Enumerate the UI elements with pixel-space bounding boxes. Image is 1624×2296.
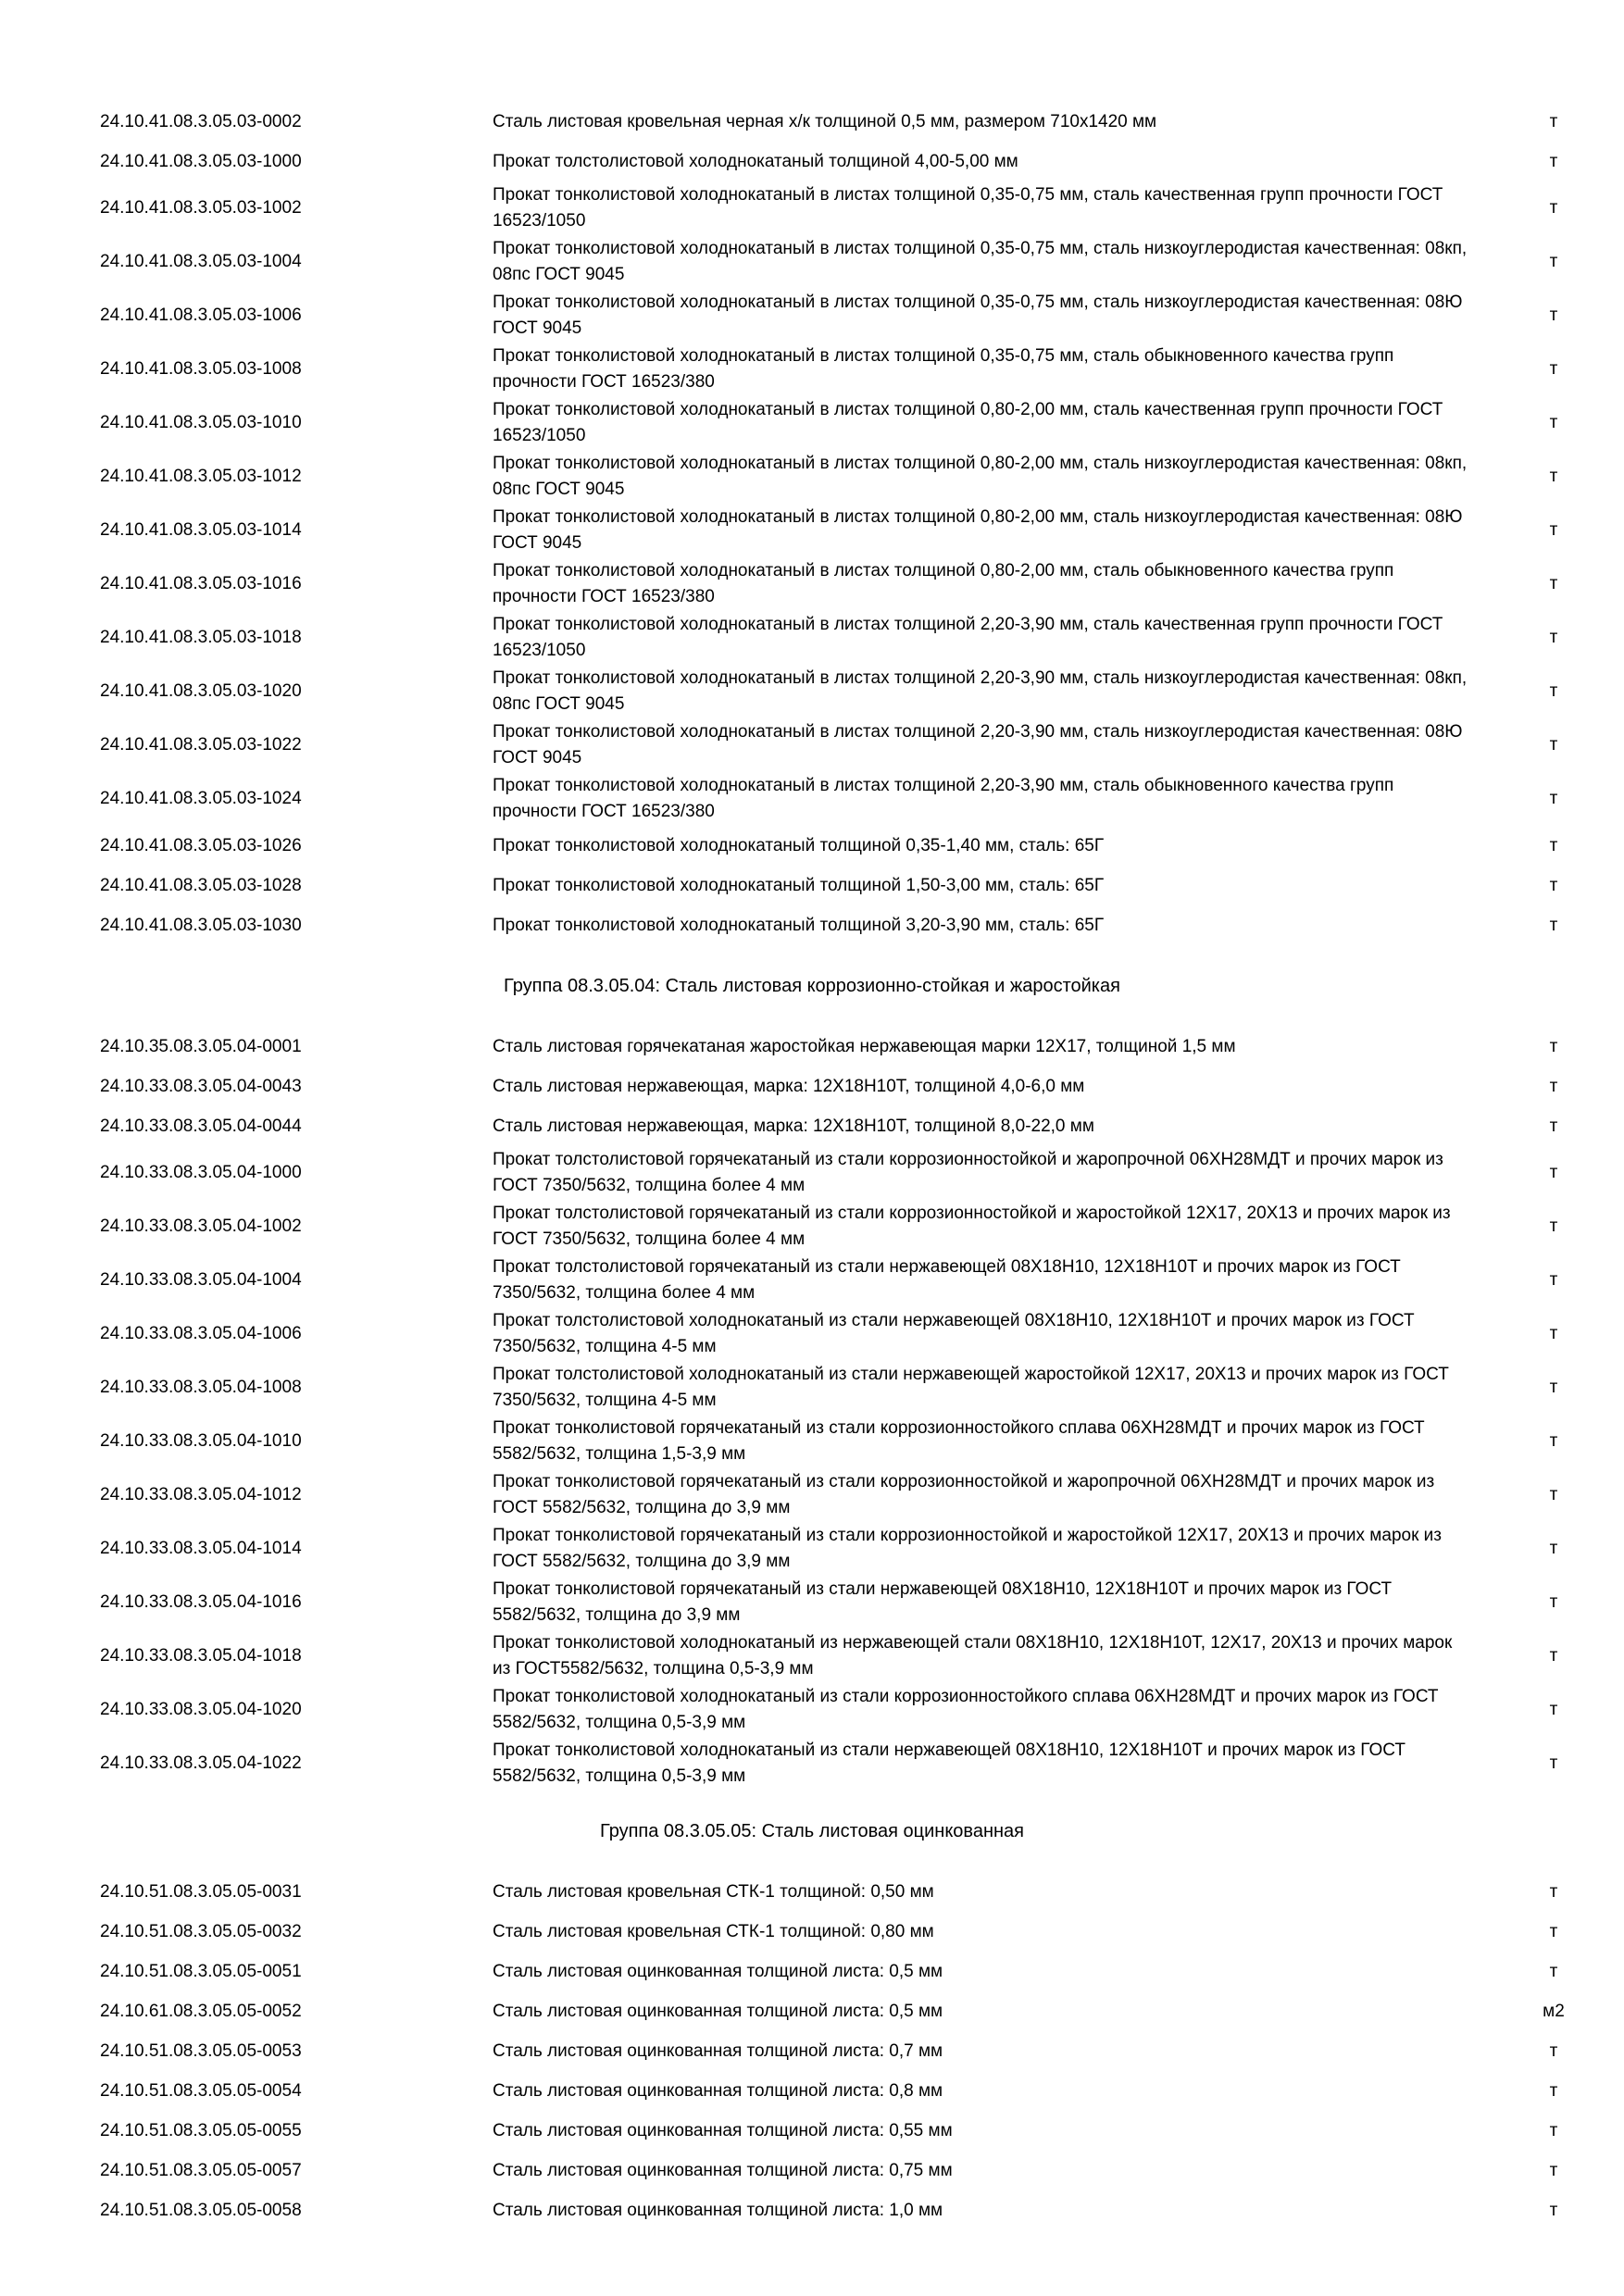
table-row: [0, 2071, 1624, 2111]
resource-name: Прокат тонколистовой горячекатаный из стали коррозионностойкого сплава 06ХН28МДТ и прочих марок из ГОСТ 5582/5632, толщина 1,5-3,9 мм: [493, 1418, 1425, 1464]
unit-of-measure: т: [1549, 111, 1558, 131]
unit-of-measure: т: [1549, 1881, 1558, 1902]
resource-name: Сталь листовая нержавеющая, марка: 12Х18Н10Т, толщиной 4,0-6,0 мм: [493, 1076, 1085, 1096]
resource-code: 24.10.41.08.3.05.03-1030: [100, 915, 302, 935]
resource-name: Прокат тонколистовой холоднокатаный в листах толщиной 2,20-3,90 мм, сталь низкоуглеродистая качественная: 08кп, 08пс ГОСТ 9045: [493, 668, 1468, 714]
resource-name: Прокат толстолистовой холоднокатаный толщиной 4,00-5,00 мм: [493, 151, 1018, 171]
table-row: [0, 1912, 1624, 1952]
resource-name: Сталь листовая оцинкованная толщиной листа: 0,5 мм: [493, 2001, 943, 2021]
resource-name: Прокат тонколистовой холоднокатаный из стали коррозионностойкого сплава 06ХН28МДТ и прочих марок из ГОСТ 5582/5632, толщина 0,5-3,9 мм: [493, 1687, 1439, 1732]
resource-code: 24.10.61.08.3.05.05-0052: [100, 2001, 302, 2021]
unit-of-measure: т: [1549, 1217, 1558, 1236]
resource-name: Прокат тонколистовой холоднокатаный толщиной 3,20-3,90 мм, сталь: 65Г: [493, 915, 1105, 935]
resource-code: 24.10.51.08.3.05.05-0031: [100, 1881, 302, 1902]
table-row: [0, 1200, 1624, 1254]
resource-code: 24.10.41.08.3.05.03-1002: [100, 198, 302, 218]
table-row: [0, 396, 1624, 450]
unit-of-measure: т: [1549, 1116, 1558, 1136]
resource-code: 24.10.33.08.3.05.04-1014: [100, 1539, 302, 1558]
resource-name: Сталь листовая кровельная СТК-1 толщиной: 0,80 мм: [493, 1921, 934, 1941]
resource-code: 24.10.41.08.3.05.03-1008: [100, 359, 302, 379]
resource-name: Прокат тонколистовой холоднокатаный в листах толщиной 0,80-2,00 мм, сталь обыкновенного качества групп прочности ГОСТ 16523/380: [493, 561, 1394, 606]
resource-name: Сталь листовая кровельная черная х/к толщиной 0,5 мм, размером 710х1420 мм: [493, 111, 1157, 131]
resource-name: Прокат тонколистовой холоднокатаный в листах толщиной 0,80-2,00 мм, сталь качественная групп прочности ГОСТ 16523/1050: [493, 400, 1443, 445]
resource-code: 24.10.51.08.3.05.05-0053: [100, 2040, 302, 2061]
resource-code: 24.10.41.08.3.05.03-1018: [100, 628, 302, 647]
unit-of-measure: т: [1549, 1485, 1558, 1504]
resource-code: 24.10.33.08.3.05.04-1002: [100, 1217, 302, 1236]
unit-of-measure: т: [1549, 2160, 1558, 2180]
resource-name: Сталь листовая оцинкованная толщиной листа: 0,55 мм: [493, 2120, 953, 2140]
unit-of-measure: м2: [1543, 2001, 1565, 2021]
resource-code: 24.10.41.08.3.05.03-1014: [100, 520, 302, 540]
resource-name: Прокат тонколистовой холоднокатаный в листах толщиной 2,20-3,90 мм, сталь низкоуглеродистая качественная: 08Ю ГОСТ 9045: [493, 722, 1463, 767]
unit-of-measure: т: [1549, 306, 1558, 325]
unit-of-measure: т: [1549, 1592, 1558, 1612]
resource-code: 24.10.33.08.3.05.04-1016: [100, 1592, 302, 1612]
resource-name: Прокат тонколистовой холоднокатаный толщиной 1,50-3,00 мм, сталь: 65Г: [493, 875, 1105, 895]
table-row: [0, 611, 1624, 665]
resource-name: Прокат тонколистовой холоднокатаный толщиной 0,35-1,40 мм, сталь: 65Г: [493, 835, 1105, 855]
resource-name: Прокат тонколистовой холоднокатаный в листах толщиной 0,80-2,00 мм, сталь низкоуглеродистая качественная: 08Ю ГОСТ 9045: [493, 507, 1463, 553]
unit-of-measure: т: [1549, 520, 1558, 540]
group-title: Группа 08.3.05.05: Сталь листовая оцинкованная: [599, 1821, 1024, 1841]
table-row: [0, 343, 1624, 396]
unit-of-measure: т: [1549, 2080, 1558, 2101]
resource-name: Прокат толстолистовой холоднокатаный из стали нержавеющей жаростойкой 12Х17, 20Х13 и прочих марок из ГОСТ 7350/5632, толщина 4-5 мм: [493, 1365, 1449, 1410]
resource-code: 24.10.51.08.3.05.05-0054: [100, 2080, 302, 2101]
resource-code: 24.10.41.08.3.05.03-1026: [100, 835, 302, 855]
resource-name: Прокат толстолистовой холоднокатаный из стали нержавеющей 08Х18Н10, 12Х18Н10Т и прочих марок из ГОСТ 7350/5632, толщина 4-5 мм: [493, 1311, 1415, 1356]
unit-of-measure: т: [1549, 467, 1558, 486]
resource-name: Сталь листовая горячекатаная жаростойкая нержавеющая марки 12Х17, толщиной 1,5 мм: [493, 1036, 1236, 1056]
resource-name: Прокат тонколистовой холоднокатаный из нержавеющей стали 08Х18Н10, 12Х18Н10Т, 12Х17, 20Х13 и прочих марок из ГОСТ5582/5632, толщина 0,5-3,9 мм: [493, 1633, 1453, 1678]
unit-of-measure: т: [1549, 2200, 1558, 2220]
unit-of-measure: т: [1549, 574, 1558, 593]
resource-name: Сталь листовая оцинкованная толщиной листа: 0,5 мм: [493, 1961, 943, 1981]
table-row: [0, 1067, 1624, 1106]
table-row: [0, 866, 1624, 905]
resource-code: 24.10.41.08.3.05.03-1000: [100, 151, 302, 171]
resource-name: Прокат тонколистовой холоднокатаный в листах толщиной 0,35-0,75 мм, сталь качественная групп прочности ГОСТ 16523/1050: [493, 185, 1443, 231]
resource-code: 24.10.41.08.3.05.03-0002: [100, 111, 302, 131]
resource-name: Сталь листовая оцинкованная толщиной листа: 1,0 мм: [493, 2200, 943, 2220]
resource-code: 24.10.51.08.3.05.05-0058: [100, 2200, 302, 2220]
resource-name: Прокат тонколистовой холоднокатаный в листах толщиной 0,35-0,75 мм, сталь низкоуглеродистая качественная: 08Ю ГОСТ 9045: [493, 293, 1463, 338]
document-page: [0, 102, 1624, 2230]
table-row: [0, 826, 1624, 866]
resource-code: 24.10.51.08.3.05.05-0032: [100, 1921, 302, 1941]
group-header: [0, 1791, 1624, 1872]
resource-name: Прокат толстолистовой горячекатаный из стали коррозионностойкой и жаропрочной 06ХН28МДТ и прочих марок из ГОСТ 7350/5632, толщина более 4 мм: [493, 1150, 1443, 1195]
resource-code: 24.10.33.08.3.05.04-0043: [100, 1076, 302, 1096]
unit-of-measure: т: [1549, 875, 1558, 895]
unit-of-measure: т: [1549, 915, 1558, 935]
resource-code: 24.10.41.08.3.05.03-1016: [100, 574, 302, 593]
unit-of-measure: т: [1549, 198, 1558, 218]
resource-code: 24.10.33.08.3.05.04-1004: [100, 1270, 302, 1290]
unit-of-measure: т: [1549, 2120, 1558, 2140]
table-row: [0, 1307, 1624, 1361]
resource-code: 24.10.33.08.3.05.04-1006: [100, 1324, 302, 1343]
table-row: [0, 1629, 1624, 1683]
unit-of-measure: т: [1549, 1921, 1558, 1941]
resource-code: 24.10.35.08.3.05.04-0001: [100, 1036, 302, 1056]
resource-code: 24.10.51.08.3.05.05-0057: [100, 2160, 302, 2180]
table-row: [0, 1106, 1624, 1146]
table-row: [0, 1027, 1624, 1067]
unit-of-measure: т: [1549, 735, 1558, 755]
group-title: Группа 08.3.05.04: Сталь листовая коррозионно-стойкая и жаростойкая: [504, 976, 1120, 996]
resource-code: 24.10.51.08.3.05.05-0055: [100, 2120, 302, 2140]
resource-code: 24.10.33.08.3.05.04-1018: [100, 1646, 302, 1666]
resource-name: Прокат тонколистовой холоднокатаный в листах толщиной 2,20-3,90 мм, сталь качественная групп прочности ГОСТ 16523/1050: [493, 615, 1443, 660]
table-row: [0, 181, 1624, 235]
resource-code: 24.10.41.08.3.05.03-1024: [100, 789, 302, 808]
table-row: [0, 102, 1624, 142]
unit-of-measure: т: [1549, 835, 1558, 855]
unit-of-measure: т: [1549, 681, 1558, 701]
unit-of-measure: т: [1549, 252, 1558, 271]
table-row: [0, 718, 1624, 772]
resource-name: Прокат тонколистовой горячекатаный из стали коррозионностойкой и жаростойкой 12Х17, 20Х13 и прочих марок из ГОСТ 5582/5632, толщина до 3,9 мм: [493, 1526, 1442, 1571]
resource-code: 24.10.41.08.3.05.03-1020: [100, 681, 302, 701]
unit-of-measure: т: [1549, 151, 1558, 171]
resource-name: Сталь листовая кровельная СТК-1 толщиной: 0,50 мм: [493, 1881, 934, 1902]
unit-of-measure: т: [1549, 1076, 1558, 1096]
table-row: [0, 1683, 1624, 1737]
table-row: [0, 504, 1624, 557]
unit-of-measure: т: [1549, 1700, 1558, 1719]
table-row: [0, 1576, 1624, 1629]
resource-name: Прокат тонколистовой горячекатаный из стали коррозионностойкой и жаропрочной 06ХН28МДТ и прочих марок из ГОСТ 5582/5632, толщина до 3,9 мм: [493, 1472, 1435, 1517]
table-row: [0, 2031, 1624, 2071]
resource-name: Прокат тонколистовой холоднокатаный в листах толщиной 0,80-2,00 мм, сталь низкоуглеродистая качественная: 08кп, 08пс ГОСТ 9045: [493, 454, 1468, 499]
table-row: [0, 2151, 1624, 2190]
resource-code: 24.10.41.08.3.05.03-1010: [100, 413, 302, 432]
resource-code: 24.10.41.08.3.05.03-1012: [100, 467, 302, 486]
table-row: [0, 1361, 1624, 1415]
table-row: [0, 450, 1624, 504]
resource-code: 24.10.33.08.3.05.04-1012: [100, 1485, 302, 1504]
resource-name: Прокат тонколистовой горячекатаный из стали нержавеющей 08Х18Н10, 12Х18Н10Т и прочих марок из ГОСТ 5582/5632, толщина до 3,9 мм: [493, 1579, 1393, 1625]
unit-of-measure: т: [1549, 1378, 1558, 1397]
resource-code: 24.10.33.08.3.05.04-0044: [100, 1116, 302, 1136]
table-row: [0, 772, 1624, 826]
unit-of-measure: т: [1549, 1036, 1558, 1056]
resource-code: 24.10.33.08.3.05.04-1008: [100, 1378, 302, 1397]
resource-name: Прокат тонколистовой холоднокатаный в листах толщиной 0,35-0,75 мм, сталь низкоуглеродистая качественная: 08кп, 08пс ГОСТ 9045: [493, 239, 1468, 284]
resource-code: 24.10.33.08.3.05.04-1020: [100, 1700, 302, 1719]
resource-name: Сталь листовая оцинкованная толщиной листа: 0,75 мм: [493, 2160, 953, 2180]
resource-name: Прокат толстолистовой горячекатаный из стали коррозионностойкой и жаростойкой 12Х17, 20Х13 и прочих марок из ГОСТ 7350/5632, толщина более 4 мм: [493, 1204, 1451, 1249]
unit-of-measure: т: [1549, 1324, 1558, 1343]
table-row: [0, 2190, 1624, 2230]
table-row: [0, 665, 1624, 718]
unit-of-measure: т: [1549, 1163, 1558, 1182]
table-row: [0, 1254, 1624, 1307]
unit-of-measure: т: [1549, 789, 1558, 808]
unit-of-measure: т: [1549, 1539, 1558, 1558]
unit-of-measure: т: [1549, 1753, 1558, 1773]
resource-name: Сталь листовая оцинкованная толщиной листа: 0,8 мм: [493, 2080, 943, 2101]
table-row: [0, 142, 1624, 181]
unit-of-measure: т: [1549, 1431, 1558, 1451]
resource-code: 24.10.33.08.3.05.04-1010: [100, 1431, 302, 1451]
table-row: [0, 1415, 1624, 1468]
table-row: [0, 1146, 1624, 1200]
resource-name: Сталь листовая нержавеющая, марка: 12Х18Н10Т, толщиной 8,0-22,0 мм: [493, 1116, 1094, 1136]
table-row: [0, 905, 1624, 945]
table-row: [0, 1872, 1624, 1912]
unit-of-measure: т: [1549, 2040, 1558, 2061]
unit-of-measure: т: [1549, 628, 1558, 647]
group-header: [0, 945, 1624, 1027]
resource-name: Прокат тонколистовой холоднокатаный в листах толщиной 0,35-0,75 мм, сталь обыкновенного качества групп прочности ГОСТ 16523/380: [493, 346, 1394, 392]
table-row: [0, 1952, 1624, 1991]
unit-of-measure: т: [1549, 1961, 1558, 1981]
resource-name: Прокат тонколистовой холоднокатаный в листах толщиной 2,20-3,90 мм, сталь обыкновенного качества групп прочности ГОСТ 16523/380: [493, 776, 1394, 821]
resource-code: 24.10.41.08.3.05.03-1006: [100, 306, 302, 325]
table-row: [0, 1468, 1624, 1522]
table-row: [0, 1522, 1624, 1576]
resource-code: 24.10.51.08.3.05.05-0051: [100, 1961, 302, 1981]
resource-name: Прокат толстолистовой горячекатаный из стали нержавеющей 08Х18Н10, 12Х18Н10Т и прочих марок из ГОСТ 7350/5632, толщина более 4 мм: [493, 1257, 1401, 1303]
resource-code: 24.10.33.08.3.05.04-1000: [100, 1163, 302, 1182]
resource-name: Прокат тонколистовой холоднокатаный из стали нержавеющей 08Х18Н10, 12Х18Н10Т и прочих марок из ГОСТ 5582/5632, толщина 0,5-3,9 мм: [493, 1741, 1405, 1786]
unit-of-measure: т: [1549, 359, 1558, 379]
resource-code: 24.10.41.08.3.05.03-1028: [100, 875, 302, 895]
unit-of-measure: т: [1549, 1646, 1558, 1666]
resource-code: 24.10.33.08.3.05.04-1022: [100, 1753, 302, 1773]
table-row: [0, 2111, 1624, 2151]
table-row: [0, 1991, 1624, 2031]
unit-of-measure: т: [1549, 413, 1558, 432]
resource-name: Сталь листовая оцинкованная толщиной листа: 0,7 мм: [493, 2040, 943, 2061]
table-row: [0, 1737, 1624, 1791]
table-row: [0, 557, 1624, 611]
unit-of-measure: т: [1549, 1270, 1558, 1290]
table-row: [0, 289, 1624, 343]
table-row: [0, 235, 1624, 289]
resource-code: 24.10.41.08.3.05.03-1004: [100, 252, 302, 271]
resource-code: 24.10.41.08.3.05.03-1022: [100, 735, 302, 755]
